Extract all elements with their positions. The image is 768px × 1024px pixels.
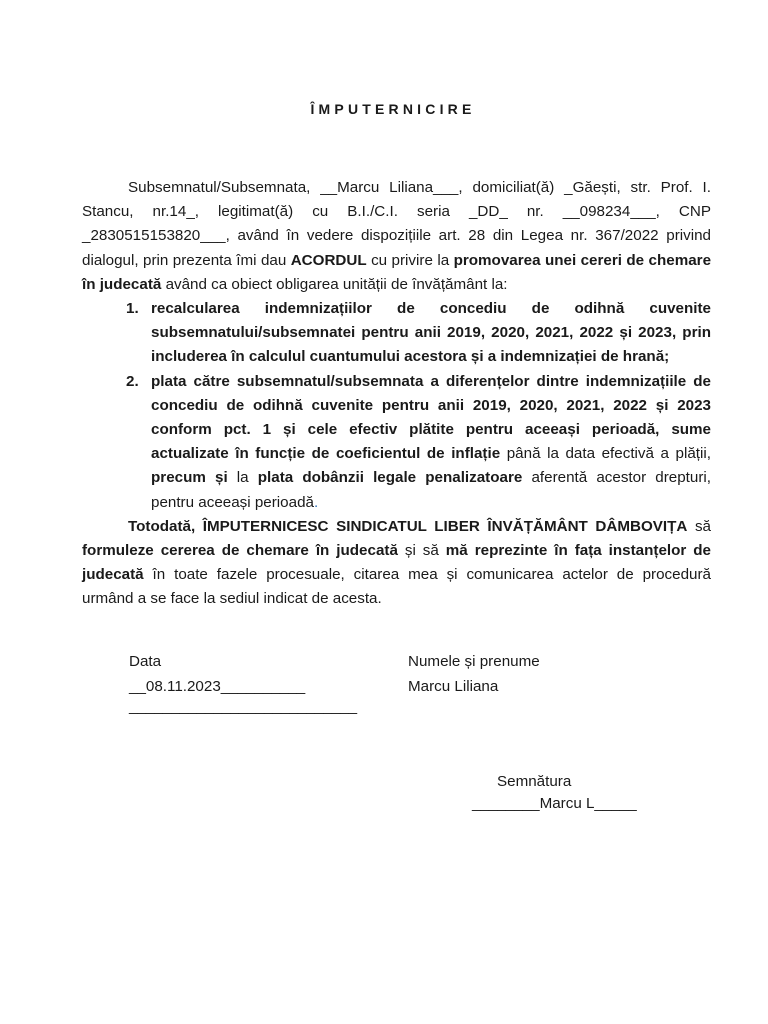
signature-value: ________Marcu L_____ [472,795,637,812]
intro-paragraph [82,176,711,297]
list-item-bold-1: plata către subsemnatul/subsemnata a diferențelor dintre indemnizațiile de concediu de odihnă cuvenite pentru anii 2019, 2020, 2021, 2022 și 2023 conform pct. 1 și cele efectiv plătite pentru aceeași perioadă, sume actualizate în funcție de coeficientul de inflație [151,372,711,463]
closing-text-1: să [687,517,712,535]
date-block [129,650,305,699]
list-item-number: 2. [126,372,139,390]
document-body [82,176,711,612]
date-value: __08.11.2023__________ [129,677,306,695]
list-item-text-1: până la data efectivă a plății, [500,445,711,463]
intro-text-3: având ca obiect obligarea unității de învățământ la: [161,275,508,293]
list-item-bold-3: plata dobânzii legale penalizatoare [257,469,523,487]
closing-bold-2: formuleze cererea de chemare în judecată [82,542,398,560]
list-item-text: recalcularea indemnizațiilor de concediu de odihnă cuvenite subsemnatului/subsemnatei pentru anii 2019, 2020, 2021, 2022 și 2023, prin includerea în calculul cuantumului acestora și a indemnizației de hrană; [151,300,711,366]
intro-text-1: Subsemnatul/Subsemnata, __Marcu Liliana___, domiciliat(ă) _Găești, str. Prof. I. Stancu, nr.14_, legitimat(ă) cu B.I./C.I. seria _DD_ nr. __098234___, CNP _2830515153820___, având în vedere dispozițiile art. 28 din Legea nr. 367/2022 privind dialogul, prin prezenta îmi dau [82,179,711,269]
document-title: ÎMPUTERNICIRE [310,101,476,117]
list-item-dot: . [313,493,319,511]
name-value: Marcu Liliana [408,677,499,695]
intro-text-2: cu privire la [366,251,454,269]
list-item [82,370,711,515]
signature-label: Semnătura [497,773,572,790]
name-label: Numele și prenume [408,653,540,670]
list-item [82,297,711,370]
list-item-bold-2: precum și [151,469,228,487]
list-item-text-3: aferentă acestor drepturi, pentru aceeași perioadă [151,469,711,511]
date-label: Data [129,653,162,670]
list-item-text-2: la [227,469,258,487]
closing-text-3: în toate fazele procesuale, citarea mea și comunicarea actelor de procedură urmând a se face la sediul indicat de acesta. [82,566,711,608]
closing-bold-3: mă reprezinte în fața instanțelor de judecată [82,542,711,584]
closing-paragraph [82,515,711,612]
intro-bold-acordul: ACORDUL [290,251,367,269]
blank-underline: ___________________________ [129,698,358,715]
obligations-list [82,297,711,515]
closing-bold-1: Totodată, ÎMPUTERNICESC SINDICATUL LIBER ÎNVĂȚĂMÂNT DÂMBOVIȚA [128,517,688,535]
list-item-number: 1. [126,300,139,318]
intro-bold-promovarea: promovarea unei cereri de chemare în judecată [82,251,712,293]
closing-text-2: și să [397,542,446,560]
name-block [408,650,540,699]
